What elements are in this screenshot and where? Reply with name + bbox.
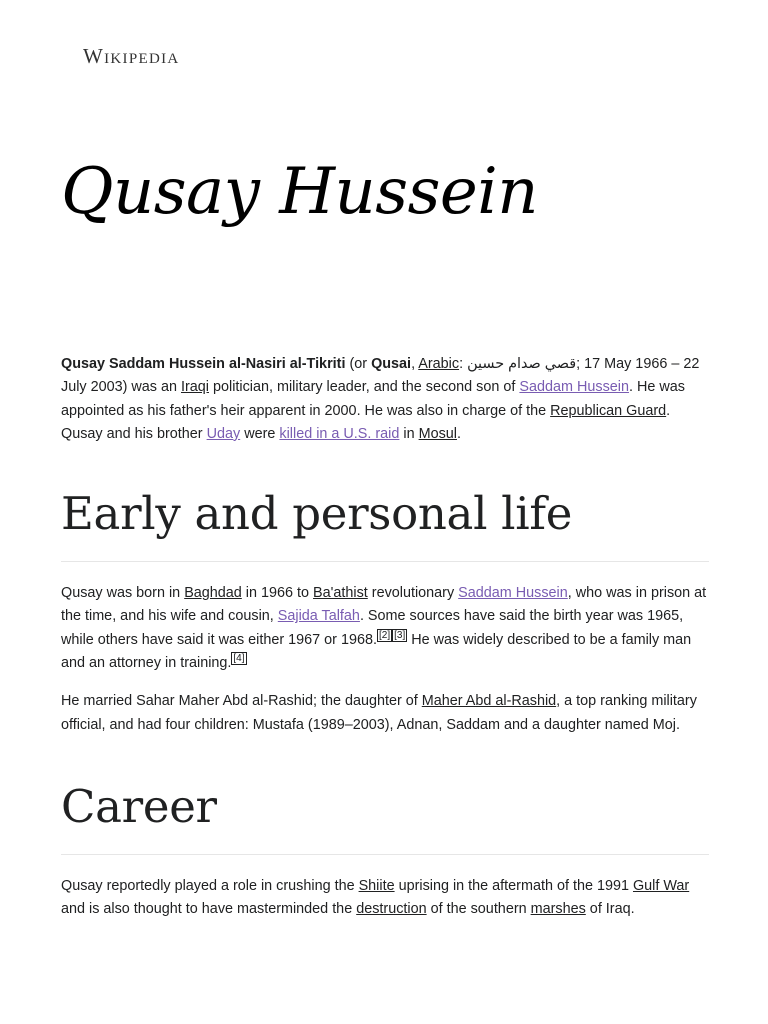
link-iraqi[interactable]: Iraqi — [181, 379, 209, 396]
reference-2[interactable]: [2] — [378, 629, 391, 641]
section-career — [61, 777, 709, 855]
arabic-name: قصي صدام حسين — [467, 356, 577, 372]
career-paragraph-1: Qusay reportedly played a role in crushing the Shiite uprising in the aftermath of the 1991 Gulf War and is also thought to have masterminded the destruction of the southern marshes of Iraq. — [61, 877, 690, 918]
link-saddam-hussein[interactable]: Saddam Hussein — [519, 379, 629, 396]
link-sajida-talfah[interactable]: Sajida Talfah — [277, 608, 360, 625]
link-baathist[interactable]: Ba'athist — [313, 585, 368, 602]
page-title: Qusay Hussein — [61, 155, 538, 229]
link-mosul[interactable]: Mosul — [418, 425, 457, 442]
link-republican-guard[interactable]: Republican Guard — [550, 402, 667, 419]
article-body — [61, 353, 709, 922]
link-marshes[interactable]: marshes — [530, 901, 586, 918]
subject-name: Qusay Saddam Hussein al-Nasiri al-Tikriti — [61, 356, 346, 372]
section-heading-early-life: Early and personal life — [61, 487, 573, 541]
section-early-life — [61, 484, 709, 562]
reference-3[interactable]: [3] — [394, 629, 406, 641]
link-killed-in-raid[interactable]: killed in a U.S. raid — [279, 425, 400, 442]
link-gulf-war[interactable]: Gulf War — [632, 877, 690, 894]
wikipedia-logo[interactable]: Wikipedia — [83, 44, 180, 68]
section-heading-career: Career — [61, 779, 217, 833]
early-paragraph-2: He married Sahar Maher Abd al-Rashid; the daughter of Maher Abd al-Rashid, a top ranking military official, and had four children: Mustafa (1989–2003), Adnan, Saddam and a daughter named Moj. — [61, 693, 697, 733]
link-shiite[interactable]: Shiite — [358, 877, 395, 894]
alt-name: Qusai — [371, 356, 412, 372]
intro-paragraph: Qusay Saddam Hussein al-Nasiri al-Tikriti (or Qusai, Arabic: قصي صدام حسين; 17 May 1966 – 22 July 2003) was an Iraqi politician, military leader, and the second son of Saddam Hussein. He was appointed as his father's heir apparent in 2000. He was also in charge of the Republican Guard. Qusay and his brother Uday were killed in a U.S. raid in Mosul. — [61, 356, 700, 442]
link-baghdad[interactable]: Baghdad — [184, 585, 242, 602]
link-arabic[interactable]: Arabic — [418, 356, 460, 372]
link-uday[interactable]: Uday — [206, 425, 241, 442]
link-saddam-hussein-2[interactable]: Saddam Hussein — [458, 585, 568, 602]
link-maher-abd-al-rashid[interactable]: Maher Abd al-Rashid — [421, 693, 557, 710]
link-destruction[interactable]: destruction — [356, 901, 427, 918]
early-paragraph-1: Qusay was born in Baghdad in 1966 to Ba'athist revolutionary Saddam Hussein, who was in prison at the time, and his wife and cousin, Sajida Talfah. Some sources have said the birth year was 1965, while others have said it was either 1967 or 1968. [2] [3] He was widely described to be a family man and an attorney in training. [4] — [61, 585, 707, 672]
reference-4[interactable]: [4] — [233, 653, 245, 665]
